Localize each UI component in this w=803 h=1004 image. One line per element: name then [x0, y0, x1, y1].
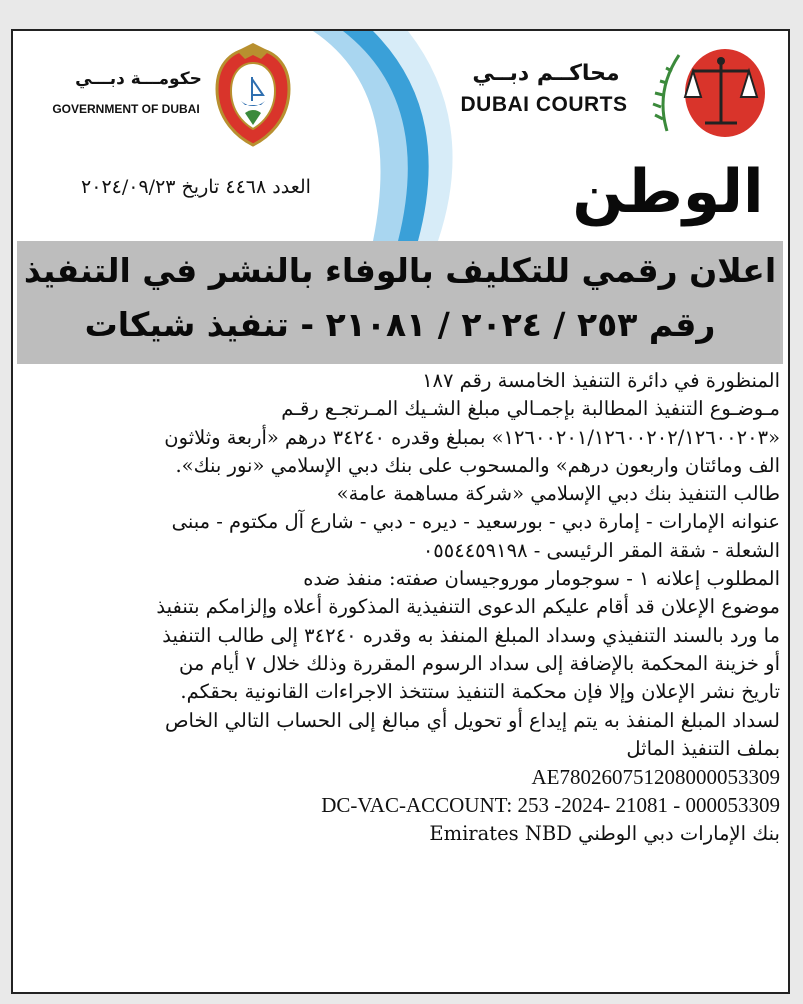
body-line: المطلوب إعلانه ١ - سوجومار موروجيسان صفته: منفذ ضده: [303, 567, 780, 591]
dubai-courts-arabic: محاكــم دبــي: [472, 61, 620, 86]
dubai-emblem-icon: [203, 41, 303, 151]
notice-title-line-2: رقم ٢٥٣ / ٢٠٢٤ / ٢١٠٨١ - تنفيذ شيكات: [84, 305, 716, 344]
body-line: بملف التنفيذ الماثل: [626, 736, 780, 760]
title-band: [17, 241, 783, 364]
account-line: DC-VAC-ACCOUNT: 253 -2024- 21081 - 000053309: [321, 793, 780, 818]
advertisement-page: [11, 29, 790, 994]
body-line: لسداد المبلغ المنفذ به يتم إيداع أو تحويل أي مبالغ إلى الحساب التالي الخاص: [164, 708, 780, 732]
body-line: مـوضـوع التنفيذ المطالبة بإجمـالي مبلغ الشـيك المـرتجـع رقـم: [281, 397, 780, 421]
body-line: المنظورة في دائرة التنفيذ الخامسة رقم ١٨٧: [422, 369, 780, 392]
body-line: عنوانه الإمارات - إمارة دبي - بورسعيد - ديره - دبي - شارع آل مكتوم - مبنى: [171, 510, 780, 534]
body-line: تاريخ نشر الإعلان وإلا فإن محكمة التنفيذ ستتخذ الاجراءات القانونية بحقكم.: [180, 680, 780, 704]
body-line: موضوع الإعلان قد أقام عليكم الدعوى التنفيذية المذكورة أعلاه وإلزامكم بتنفيذ: [156, 595, 780, 619]
notice-title-line-1: اعلان رقمي للتكليف بالوفاء بالنشر في التنفيذ: [23, 251, 777, 290]
iban-line: AE780260751208000053309: [531, 765, 780, 790]
newspaper-masthead: الوطن: [572, 157, 764, 227]
body-line: الشعلة - شقة المقر الرئيسى - ٠٥٥٤٤٥٩١٩٨: [422, 538, 780, 562]
body-line: طالب التنفيذ بنك دبي الإسلامي «شركة مساهمة عامة»: [336, 482, 780, 506]
issue-number-date: العدد ٤٤٦٨ تاريخ ٢٠٢٤/٠٩/٢٣: [81, 176, 311, 198]
bank-line: بنك الإمارات دبي الوطني Emirates NBD: [429, 821, 780, 845]
dubai-courts-english: DUBAI COURTS: [460, 93, 628, 116]
body-line: «١٢٦٠٠٢٠١/١٢٦٠٠٢٠٢/١٢٦٠٠٢٠٣» بمبلغ وقدره ٣٤٢٤٠ درهم «أربعة وثلاثون: [164, 425, 780, 449]
government-of-dubai-arabic: حكومـــة دبـــي: [75, 69, 202, 89]
body-line: ما ورد بالسند التنفيذي وسداد المبلغ المنفذ به وقدره ٣٤٢٤٠ إلى طالب التنفيذ: [162, 623, 780, 647]
body-line: الف ومائتان واربعون درهم» والمسحوب على بنك دبي الإسلامي «نور بنك».: [175, 453, 780, 477]
header: [13, 31, 788, 241]
notice-body: [21, 367, 780, 848]
body-line: أو خزينة المحكمة بالإضافة إلى سداد الرسوم المقررة وذلك خلال ٧ أيام من: [178, 651, 780, 675]
dubai-courts-logo-icon: [649, 41, 767, 141]
government-of-dubai-english: GOVERNMENT OF DUBAI: [52, 102, 200, 116]
